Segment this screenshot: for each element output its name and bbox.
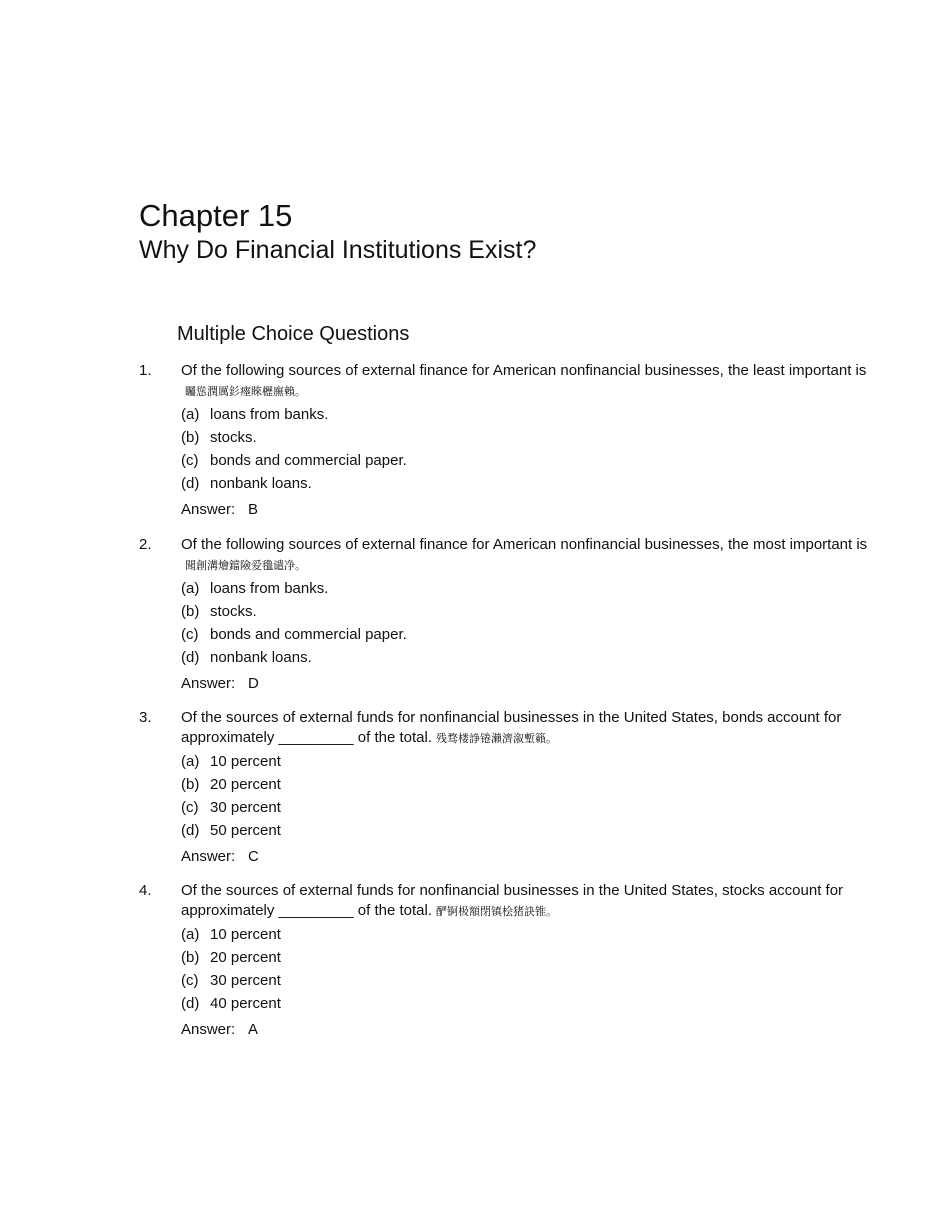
option-text: stocks. (210, 429, 257, 446)
option-text: loans from banks. (210, 406, 329, 423)
garbled-text: 残骛楼諍锩瀨濟溆塹籟。 (436, 731, 558, 745)
option-letter: (b) (181, 776, 200, 793)
option-d (181, 648, 874, 671)
option-letter: (c) (181, 452, 199, 469)
option-text: 40 percent (210, 995, 281, 1012)
question-2 (139, 535, 874, 694)
option-text: 10 percent (210, 926, 281, 943)
answer-label: Answer: (181, 848, 236, 865)
answer-value: C (248, 848, 259, 865)
option-letter: (b) (181, 603, 200, 620)
option-text: 30 percent (210, 972, 281, 989)
question-stem: Of the following sources of external finance for American nonfinancial businesses, the least important is (181, 362, 867, 379)
question-text (181, 881, 874, 921)
option-b (181, 602, 874, 625)
option-text: 50 percent (210, 822, 281, 839)
option-a (181, 752, 874, 775)
section-heading: Multiple Choice Questions (177, 323, 410, 345)
chapter-number: Chapter 15 (139, 198, 293, 233)
option-d (181, 821, 874, 844)
option-text: stocks. (210, 603, 257, 620)
question-text (181, 361, 874, 401)
option-list (181, 752, 874, 844)
option-letter: (c) (181, 799, 199, 816)
option-letter: (b) (181, 429, 200, 446)
option-c (181, 625, 874, 648)
option-d (181, 994, 874, 1017)
garbled-text: 矚慫潤厲釤瘞睞櫪廡賴。 (185, 384, 306, 398)
answer-value: A (248, 1021, 259, 1038)
option-letter: (d) (181, 822, 200, 839)
question-1 (139, 361, 874, 520)
option-letter: (a) (181, 580, 200, 597)
option-text: nonbank loans. (210, 475, 312, 492)
answer-label: Answer: (181, 1021, 236, 1038)
question-number: 3. (139, 709, 152, 726)
answer-value: D (248, 675, 259, 692)
option-letter: (a) (181, 406, 200, 423)
question-stem: Of the sources of external funds for nonfinancial businesses in the United States, bonds account for approximately _________ of the total. (181, 709, 842, 746)
option-text: 10 percent (210, 753, 281, 770)
option-d (181, 474, 874, 497)
question-number: 4. (139, 882, 152, 899)
option-b (181, 948, 874, 971)
option-letter: (a) (181, 926, 200, 943)
answer-value: B (248, 501, 259, 518)
option-text: loans from banks. (210, 580, 329, 597)
option-list (181, 579, 874, 671)
option-letter: (c) (181, 626, 199, 643)
option-letter: (d) (181, 995, 200, 1012)
option-text: nonbank loans. (210, 649, 312, 666)
answer-line (181, 500, 874, 520)
option-c (181, 971, 874, 994)
option-letter: (c) (181, 972, 199, 989)
option-letter: (a) (181, 753, 200, 770)
question-stem: Of the following sources of external finance for American nonfinancial businesses, the most important is (181, 536, 868, 553)
option-letter: (b) (181, 949, 200, 966)
option-c (181, 798, 874, 821)
option-text: bonds and commercial paper. (210, 626, 407, 643)
question-stem: Of the sources of external funds for nonfinancial businesses in the United States, stocks account for approximately _________ of the total. (181, 882, 844, 919)
option-a (181, 405, 874, 428)
option-list (181, 925, 874, 1017)
option-b (181, 775, 874, 798)
option-letter: (d) (181, 649, 200, 666)
answer-line (181, 1020, 874, 1040)
question-number: 1. (139, 362, 152, 379)
answer-label: Answer: (181, 675, 236, 692)
garbled-text: 聞創溝燴鐺險爱氇谴净。 (185, 558, 306, 572)
option-c (181, 451, 874, 474)
question-4 (139, 881, 874, 1040)
option-list (181, 405, 874, 497)
answer-line (181, 847, 874, 867)
option-text: 30 percent (210, 799, 281, 816)
option-text: 20 percent (210, 776, 281, 793)
option-a (181, 579, 874, 602)
question-number: 2. (139, 536, 152, 553)
question-text (181, 708, 874, 748)
answer-label: Answer: (181, 501, 236, 518)
option-a (181, 925, 874, 948)
option-text: 20 percent (210, 949, 281, 966)
option-letter: (d) (181, 475, 200, 492)
chapter-title: Why Do Financial Institutions Exist? (139, 236, 537, 264)
answer-line (181, 674, 874, 694)
question-3 (139, 708, 874, 867)
option-b (181, 428, 874, 451)
option-text: bonds and commercial paper. (210, 452, 407, 469)
garbled-text: 酽锕极額閉镇桧猪訣锥。 (436, 904, 558, 918)
question-text (181, 535, 874, 575)
